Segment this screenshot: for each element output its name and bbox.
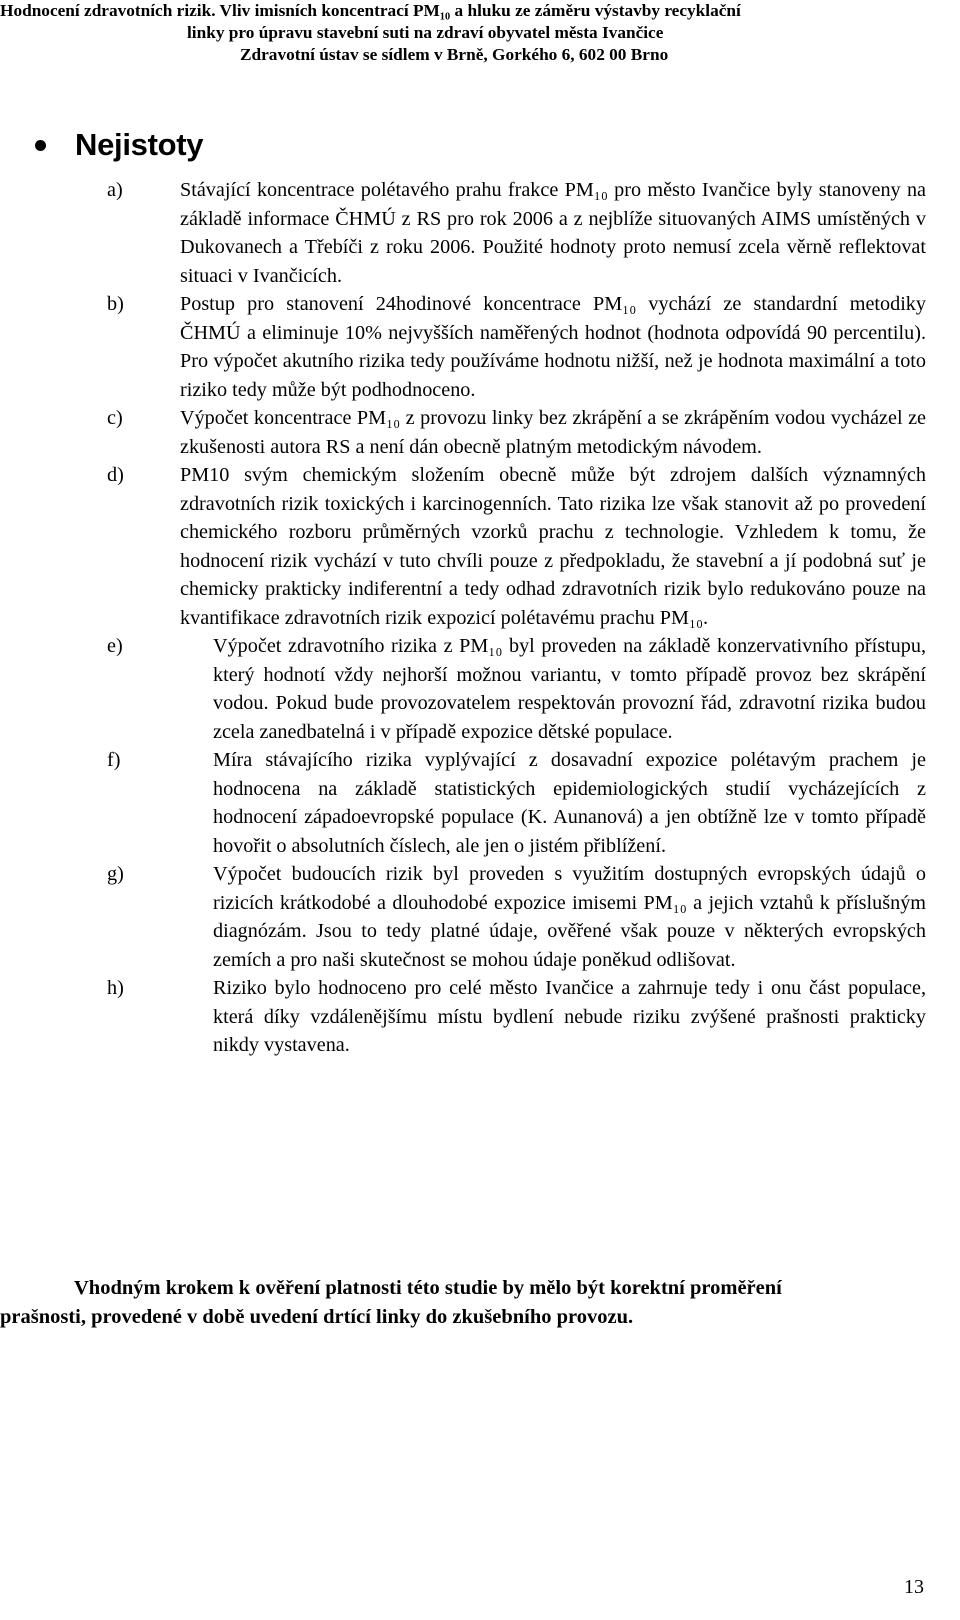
header-line-1: Hodnocení zdravotních rizik. Vliv imisních koncentrací PM₁₀ a hluku ze záměru výstavby recyklační [0,1,741,20]
item-marker: c) [107,407,123,429]
item-text: Výpočet zdravotního rizika z PM₁₀ byl proveden na základě konzervativního přístupu, který hodnotí vždy nejhorší možnou variantu, v tomto případě provoz bez skrápění vodou. Pokud bude provozovatelem respektován provozní řád, zdravotní rizika budou zcela zanedbatelná i v případě expozice dětské populace. [213,635,926,743]
uncertainty-list [0,176,960,1060]
list-item-d [0,461,960,632]
list-item-c [0,404,960,461]
section-title: Nejistoty [75,127,204,162]
conclusion [0,1274,960,1331]
item-marker: e) [107,635,123,657]
conclusion-line-2: prašnosti, provedené v době uvedení drtící linky do zkušebního provozu. [0,1305,634,1328]
item-text: Riziko bylo hodnoceno pro celé město Ivančice a zahrnuje tedy i onu část populace, která díky vzdálenějšímu místu bydlení nebude riziku zvýšené prašnosti prakticky nikdy vystavena. [213,977,926,1056]
header-line-3: Zdravotní ústav se sídlem v Brně, Gorkého 6, 602 00 Brno [240,45,669,64]
item-text: Výpočet budoucích rizik byl proveden s využitím dostupných evropských údajů o rizicích krátkodobé a dlouhodobé expozice imisemi PM₁₀ a jejich vztahů k příslušným diagnózám. Jsou to tedy platné údaje, ověřené však pouze v některých evropských zemích a pro naši skutečnost se mohou údaje poněkud odlišovat. [213,863,926,971]
item-marker: g) [107,863,124,885]
item-text: PM10 svým chemickým složením obecně může být zdrojem dalších významných zdravotních rizik toxických i karcinogenních. Tato rizika lze však stanovit až po provedení chemického rozboru průměrných vzorků prachu z technologie. Vzhledem k tomu, že hodnocení rizik vychází v tuto chvíli pouze z předpokladu, že stavební a jí podobná suť je chemicky prakticky indiferentní a tedy odhad zdravotních rizik bylo redukováno pouze na kvantifikace zdravotních rizik expozicí polétavému prachu PM₁₀. [180,464,926,629]
item-marker: h) [107,977,124,999]
list-item-b [0,290,960,404]
section-heading [35,127,203,163]
item-text: Postup pro stanovení 24hodinové koncentrace PM₁₀ vychází ze standardní metodiky ČHMÚ a eliminuje 10% nejvyšších naměřených hodnot (hodnota odpovídá 90 percentilu). Pro výpočet akutního rizika tedy používáme hodnotu nižší, než je hodnota maximální a toto riziko tedy může být podhodnoceno. [180,293,926,401]
list-item-f [0,746,960,860]
header-line-2: linky pro úpravu stavební suti na zdraví obyvatel města Ivančice [187,23,664,42]
item-text: Výpočet koncentrace PM₁₀ z provozu linky bez zkrápění a se zkrápěním vodou vycházel ze zkušenosti autora RS a není dán obecně platným metodickým návodem. [180,407,926,458]
list-item-h [0,974,960,1060]
item-marker: f) [107,749,121,771]
item-text: Stávající koncentrace polétavého prahu frakce PM₁₀ pro město Ivančice byly stanoveny na základě informace ČHMÚ z RS pro rok 2006 a z nejblíže situovaných AIMS umístěných v Dukovanech a Třebíči z roku 2006. Použité hodnoty proto nemusí zcela věrně reflektovat situaci v Ivančicích. [180,179,926,287]
item-marker: b) [107,293,124,315]
item-text: Míra stávajícího rizika vyplývající z dosavadní expozice polétavým prachem je hodnocena na základě statistických epidemiologických studií vycházejících z hodnocení západoevropské populace (K. Aunanová) a jen obtížně lze v tomto případě hovořit o absolutních číslech, ale jen o jistém přiblížení. [213,749,926,857]
bullet-icon [35,140,46,151]
document-header [0,0,950,66]
page-number: 13 [904,1576,924,1598]
conclusion-line-1: Vhodným krokem k ověření platnosti této studie by mělo být korektní proměření [74,1277,782,1299]
item-marker: a) [107,179,123,201]
list-item-a [0,176,960,290]
list-item-e [0,632,960,746]
item-marker: d) [107,464,124,486]
list-item-g [0,860,960,974]
